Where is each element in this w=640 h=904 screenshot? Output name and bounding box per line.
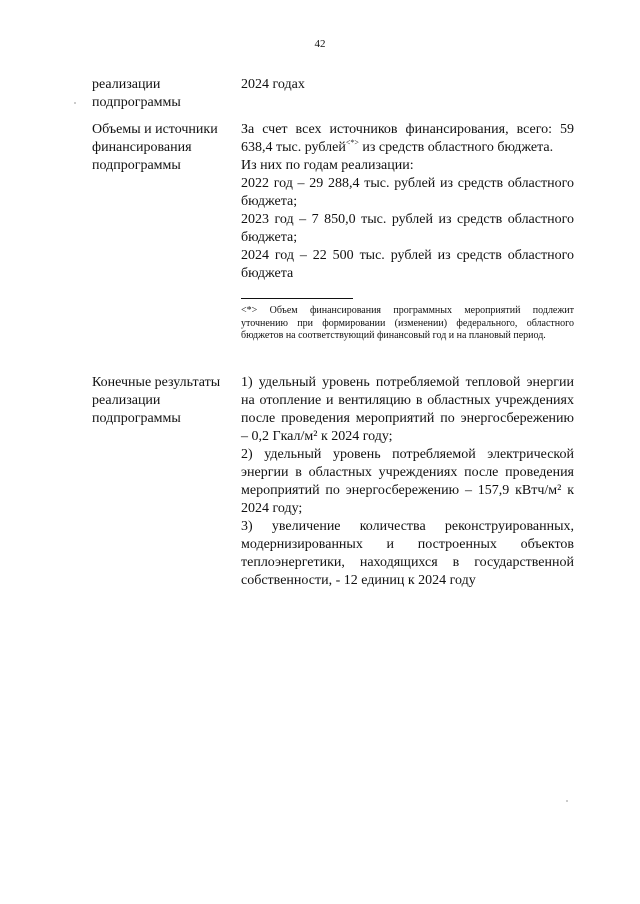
funding-year-2022: 2022 год – 29 288,4 тыс. рублей из средств областного бюджета; bbox=[241, 176, 574, 209]
funding-total bbox=[241, 121, 574, 157]
funding-total-source: из средств областного бюджета. bbox=[358, 140, 554, 155]
footnote-text: <*> Объем финансирования программных мероприятий подлежит уточнению при формировании (изменении) федерального, областного бюджетов на соответствующий финансовый год и на плановый период. bbox=[241, 305, 574, 342]
row-content bbox=[241, 76, 574, 94]
footnote-divider bbox=[241, 298, 353, 299]
scan-speck bbox=[74, 102, 76, 104]
result-item: 2) удельный уровень потребляемой электрической энергии в областных учреждениях после проведения мероприятий по энергосбережению – 157,9 кВтч/м² к 2024 году; bbox=[241, 447, 574, 516]
row-label: Объемы и источники финансирования подпрограммы bbox=[92, 122, 218, 173]
implementation-period-text: 2024 годах bbox=[241, 77, 305, 92]
result-item: 1) удельный уровень потребляемой тепловой энергии на отопление и вентиляцию в областных учреждениях после проведения мероприятий по энергосбережению – 0,2 Гкал/м² к 2024 году; bbox=[241, 375, 574, 444]
funding-total-text: За счет всех источников финансирования, всего: 59 638,4 тыс. рублей bbox=[241, 122, 574, 155]
row-label: Конечные результаты реализации подпрограммы bbox=[92, 375, 221, 426]
page-number: 42 bbox=[314, 38, 326, 50]
results-content bbox=[241, 374, 574, 590]
funding-year-2023: 2023 год – 7 850,0 тыс. рублей из средств областного бюджета; bbox=[241, 212, 574, 245]
funding-years-intro: Из них по годам реализации: bbox=[241, 158, 414, 173]
funding-content bbox=[241, 121, 574, 343]
scan-speck bbox=[566, 800, 568, 802]
footnote-mark: <*> bbox=[345, 138, 359, 147]
result-item: 3) увеличение количества реконструированных, модернизированных и построенных объектов теплоэнергетики, находящихся в государственной собственности, - 12 единиц к 2024 году bbox=[241, 519, 574, 588]
row-label: реализации подпрограммы bbox=[92, 77, 181, 110]
funding-year-2024: 2024 год – 22 500 тыс. рублей из средств областного бюджета bbox=[241, 248, 574, 281]
